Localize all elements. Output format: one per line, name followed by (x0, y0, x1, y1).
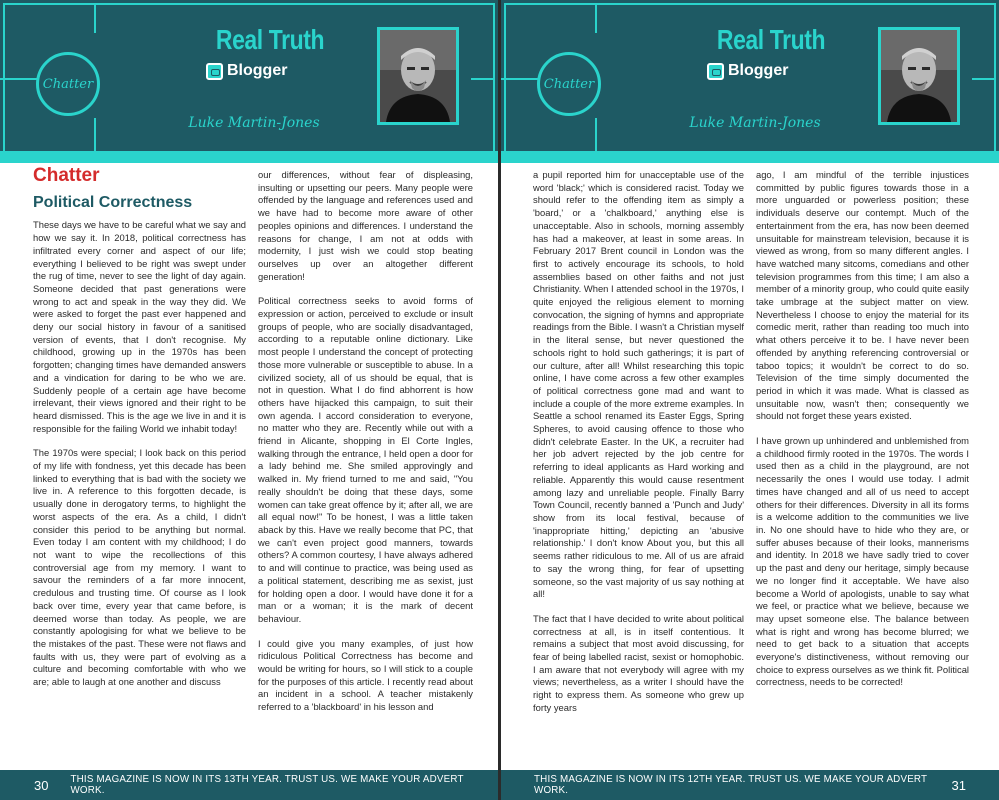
blogger-label (206, 62, 287, 80)
footer-tagline: THIS MAGAZINE IS NOW IN ITS 12TH YEAR. TRUST US. WE MAKE YOUR ADVERT WORK. (534, 774, 928, 796)
blogger-text: Blogger (227, 62, 288, 79)
header-banner (501, 0, 999, 163)
blogger-icon (206, 63, 223, 80)
left-column-1 (33, 165, 246, 701)
banner-band (0, 151, 498, 163)
author-name: Luke Martin-Jones (188, 115, 320, 131)
author-name: Luke Martin-Jones (689, 115, 821, 131)
banner-title: Real Truth (215, 24, 325, 55)
footer-tagline: THIS MAGAZINE IS NOW IN ITS 13TH YEAR. TRUST US. WE MAKE YOUR ADVERT WORK. (70, 774, 464, 796)
banner-band (501, 151, 999, 163)
blogger-icon (707, 63, 724, 80)
author-photo (377, 27, 459, 125)
left-page (0, 0, 498, 800)
chatter-logo (36, 52, 100, 116)
left-column-2 (258, 169, 473, 726)
right-column-1 (533, 169, 744, 727)
article (533, 169, 969, 764)
paragraph: I have grown up unhindered and unblemished from a childhood firmly rooted in the 1970s. The words I used then as a child in the playground, are not necessarily the ones I would use today. I admit times have changed and all of us need to accept others for their differences. Diversity in all its forms is a welcome addition to the communities we live in. No one should have to hide who they are, or suffer abuses because of their looks, mannerisms and identity. In 2018 we have sadly tried to cover up the past and deny our heritage, simply because we no longer find it acceptable. We have also become a World of apologists, unable to say what we feel, or practice what we believe, because we may upset someone else. The balance between what is right and wrong has become blurred; we need to get back to a situation that accepts everyone's distinctiveness, without removing our choice to express ourselves as we think fit. Political correctness, needs to be corrected! (756, 435, 969, 688)
page-number: 31 (951, 777, 966, 793)
banner-decoration (94, 3, 96, 33)
right-page (501, 0, 999, 800)
page-number: 30 (34, 777, 49, 793)
paragraph: The 1970s were special; I look back on this period of my life with fondness, yet this decade has been linked to everything that is bad with the society we live in. A reference to this forgotten decade, is usually done in derogatory terms, to highlight the worst aspects of the era. As a child, I didn't consider this period to be anything but normal. Even today I am content with my childhood; I do not want to wipe the recollections of this controversial age from my memory. I want to savour the reminders of a far more innocent, credulous and trusting time. Of course as I look back over time, every year that came before, is deemed worse than today. As people, we are constantly apologising for what we believe to be the mistakes of the past. These were not flaws and faults with us, they were part of evolving as a culture and becoming comfortable with who we are; able to laugh at one another and discuss (33, 447, 246, 688)
author-portrait-icon (881, 30, 957, 122)
banner-decoration (94, 118, 96, 151)
paragraph: I could give you many examples, of just how ridiculous Political Correctness has become and would be writing for hours, so I will stick to a couple for the purposes of this article. I recently read about an incident in a school. A teacher mistakenly referred to a 'blackboard' in his lesson and (258, 637, 473, 713)
paragraph: Political correctness seeks to avoid forms of expression or action, perceived to exclude or insult groups of people, who are socially disadvantaged, according to a reputable online dictionary. Like most people I understand the concept of protecting those more vulnerable or susceptible to abuse. In a civilized society, all of us should be equal, that is not in question. What I do find abhorrent is how others have hijacked this campaign, to suit their own agenda. I accord consideration to everyone, no matter who they are. Recently while out with a friend in Alicante, shopping in El Corte Ingles, walking through the entrance, I held open a door for a lady behind me. She smiled approvingly and walked in. My friend turned to me and said, "You really shouldn't be doing that these days, some women can take great offence by it; after all, we are all equal now!" To be honest, I was a little taken aback by this. Have we really become that PC, that we can't even project good manners, towards others? A common courtesy, I have always adhered to and will continue to practice, was being used as a political statement, describing me as sexist, just for holding open a door. I would have done it for a man or a woman; it is the mark of decent behaviour. (258, 295, 473, 624)
page-footer (0, 770, 498, 800)
chatter-logo-text: Chatter (543, 76, 595, 92)
header-banner (0, 0, 498, 163)
blogger-label (707, 62, 788, 80)
right-column-2 (756, 169, 969, 701)
article (33, 165, 473, 764)
paragraph: These days we have to be careful what we say and how we say it. In 2018, political correctness has infiltrated every corner and aspect of our life; everything I believed to be right was swept under the rug of time, never to see the light of day again. Someone decided that past generations were wrong to act and speak in the way they did. We were asked to forget the past ever happened and deny our social history in favour of a sanitised version of events, that I don't recognise. My childhood, growing up in the 1970s has been forgotten; changing times have demanded answers and a vindication for daring to be who we are. Suddenly people of a certain age have become irrelevant, their views ignored and their right to be heard dismissed. This is the age we live in and it is responsible for the failing World we inhabit today! (33, 219, 246, 434)
banner-decoration (595, 3, 597, 33)
article-title: Political Correctness (33, 193, 193, 211)
paragraph: a pupil reported him for unacceptable use of the word 'black;' which is considered racist. Today we should refer to the offending item as simply a 'board,' or a 'chalkboard,' anything else is unacceptable. Also in schools, morning assembly has had a makeover, at least in some areas. In February 2017 Brent council in London was the first to actively encourage its schools, to hold assemblies based on other faiths and not just Christianity. When I attended school in the 1970s, I quite enjoyed the religious element to morning convocation, the signing of hymns and appropriate readings from the Bible. I wasn't a Christian myself in the literal sense, but never questioned the schools right to hold such gatherings; it is part of our culture, after all! Whilst researching this topic online, I have come across a few other examples of political correctness gone mad and want to include a couple of the more extreme examples. In Seattle a school renamed its Easter Eggs, Spring Spheres, to avoid causing offence to those who didn't celebrate Easter. In the UK, a recruiter had her job advert rejected by the job centre for referring to ideal applicants as Hard working and reliable. Apparently this would cause resentment among lazy and unreliable people. Finally Barry Town Council, recently banned a 'Punch and Judy' show from its local festival, because of 'inappropriate hitting,' depicting an 'abusive relationship.' I don't know About you, but this all seems rather ridiculous to me. All of us are afraid to say the wrong thing, for fear of upsetting someone, so the vast majority of us say nothing at all! (533, 169, 744, 600)
blogger-text: Blogger (728, 62, 789, 79)
page-footer (501, 770, 999, 800)
section-title: Chatter (33, 165, 100, 186)
chatter-logo-text: Chatter (42, 76, 94, 92)
paragraph: ago, I am mindful of the terrible injustices committed by public figures towards those in a more unguarded or powerless position; these individuals deserve our contempt. Much of the entertainment from the era, has now been deemed unsuitable for mainstream television, because it is viewed as wrong, from so many different angles. I have watched many sitcoms, comedians and other television programmes from this time; I am also a member of a minority group, who could quite easily take umbrage at the subject matter on view. Nevertheless I choose to enjoy the material for its comedic merit, rather than reading too much into what others perceive it to be. I have never been offended by anything referencing controversial or taboo topics; it wouldn't be correct to do so. Television of the time simply documented the period in which it was made. What is classed as unsuitable now, wasn't then; consequently we should not forget these years existed. (756, 169, 969, 422)
banner-decoration (471, 78, 495, 80)
banner-decoration (972, 78, 996, 80)
author-portrait-icon (380, 30, 456, 122)
author-photo (878, 27, 960, 125)
banner-decoration (595, 118, 597, 151)
chatter-logo (537, 52, 601, 116)
paragraph: our differences, without fear of displeasing, insulting or upsetting our peers. Many people were offended by the language and references used and we have had to become more aware of other peoples opinions and differences. I understand the reasons for change, I am not at odds with modernity, I just wish we could stop beating ourselves up over an altogether different generation! (258, 169, 473, 282)
banner-title: Real Truth (716, 24, 826, 55)
paragraph: The fact that I have decided to write about political correctness at all, is in itself contentious. It remains a subject that most avoid discussing, for fear of being labelled racist, sexist or homophobic. I am aware that not everybody will agree with my views; nevertheless, as a writer I should have the right to express them. As someone who grew up forty years (533, 612, 744, 713)
